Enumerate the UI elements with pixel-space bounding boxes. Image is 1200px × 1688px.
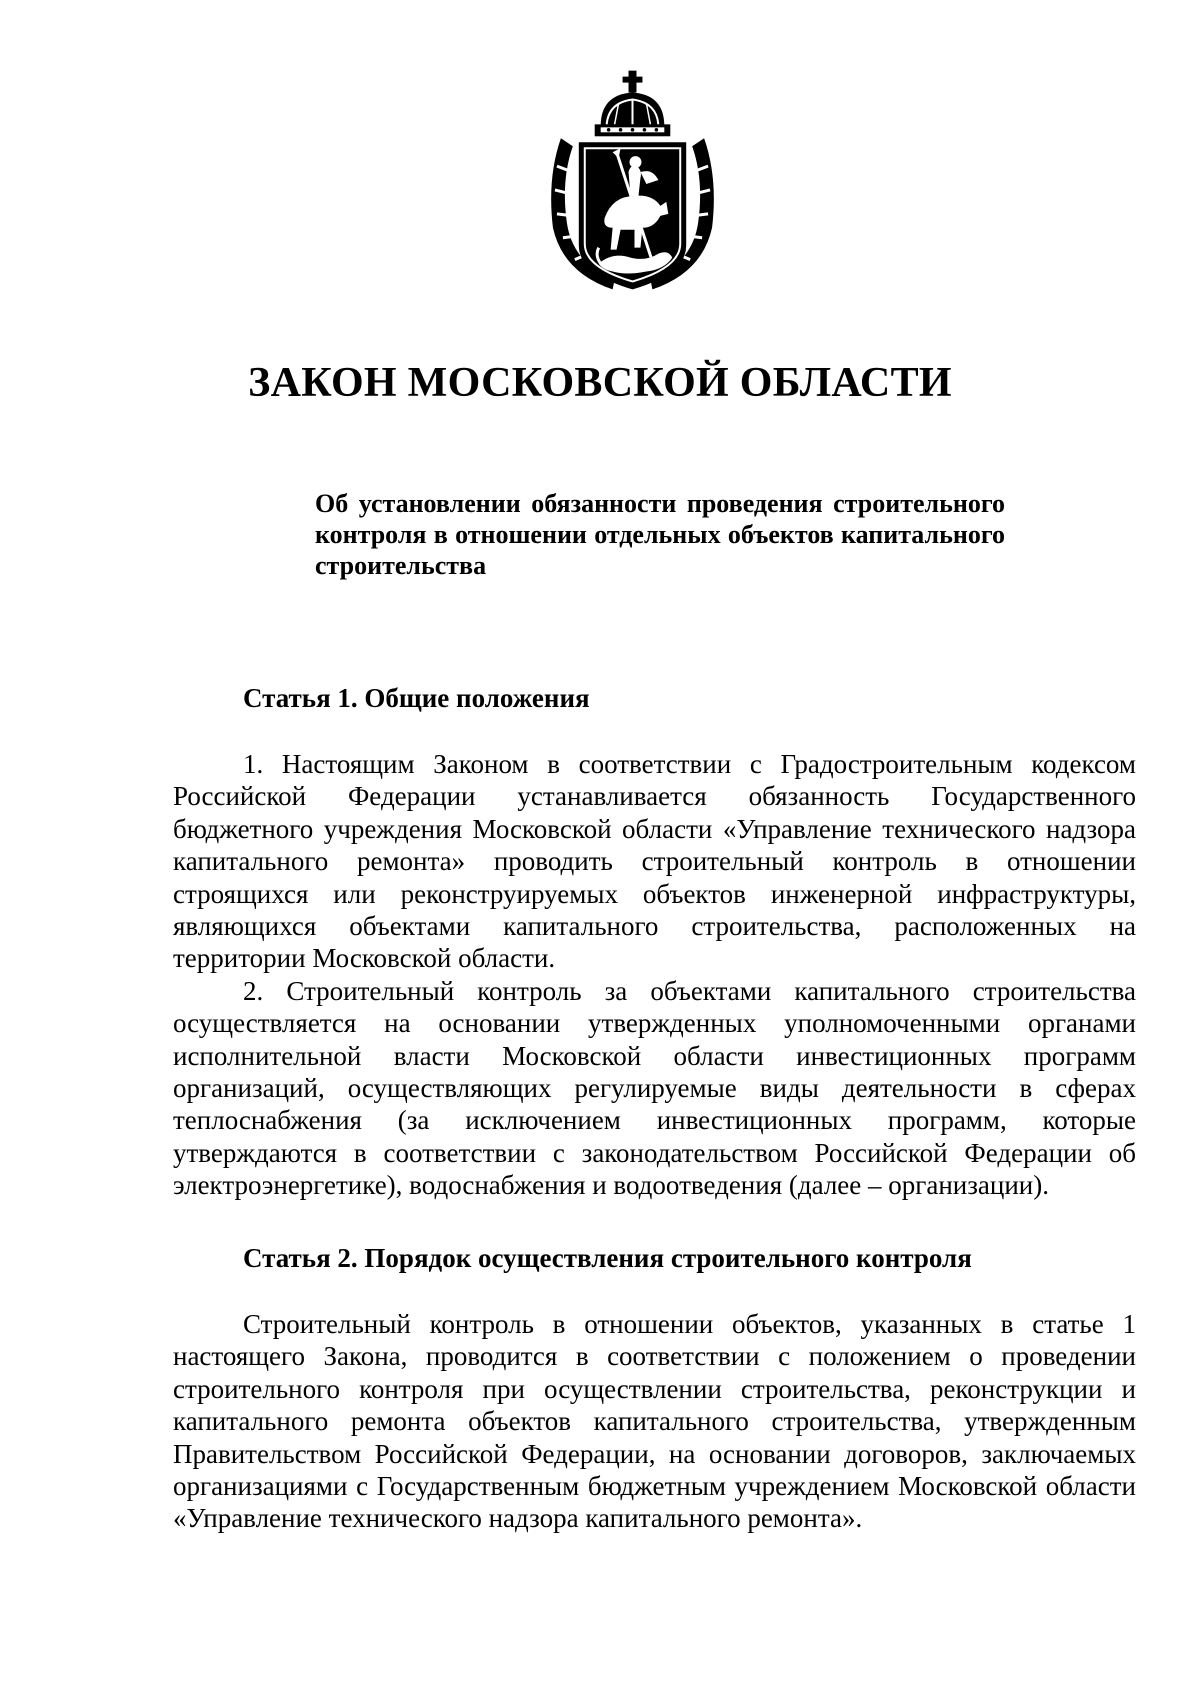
article-2-heading: Статья 2. Порядок осуществления строительного контроля (243, 1243, 972, 1273)
law-subject: Об установлении обязанности проведения строительного контроля в отношении отдельных объектов капитального строительства (315, 489, 1005, 580)
article-2-body (173, 1308, 1136, 1535)
article-1-paragraph-2: 2. Строительный контроль за объектами капитального строительства осуществляется на основании утвержденных уполномоченными органами исполнительной власти Московской области инвестиционных программ организаций, осуществляющих регулируемые виды деятельности в сферах теплоснабжения (за исключением инвестиционных программ, которые утверждаются в соответствии с законодательством Российской Федерации об электроэнергетике), водоснабжения и водоотведения (далее – организации). (173, 975, 1136, 1201)
moscow-oblast-coat-of-arms-icon (543, 68, 722, 308)
article-2-paragraph-1: Строительный контроль в отношении объектов, указанных в статье 1 настоящего Закона, проводится в соответствии с положением о проведении строительного контроля при осуществлении строительства, реконструкции и капитального ремонта объектов капитального строительства, утвержденным Правительством Российской Федерации, на основании договоров, заключаемых организациями с Государственным бюджетным учреждением Московской области «Управление технического надзора капитального ремонта». (173, 1309, 1136, 1534)
article-1-paragraph-1: 1. Настоящим Законом в соответствии с Градостроительным кодексом Российской Федерации устанавливается обязанность Государственного бюджетного учреждения Московской области «Управление технического надзора капитального ремонта» проводить строительный контроль в отношении строящихся или реконструируемых объектов инженерной инфраструктуры, являющихся объектами капитального строительства, расположенных на территории Московской области. (173, 749, 1136, 974)
article-1-heading: Статья 1. Общие положения (243, 683, 590, 713)
law-title: ЗАКОН МОСКОВСКОЙ ОБЛАСТИ (248, 360, 952, 406)
article-1-body (173, 748, 1136, 1202)
